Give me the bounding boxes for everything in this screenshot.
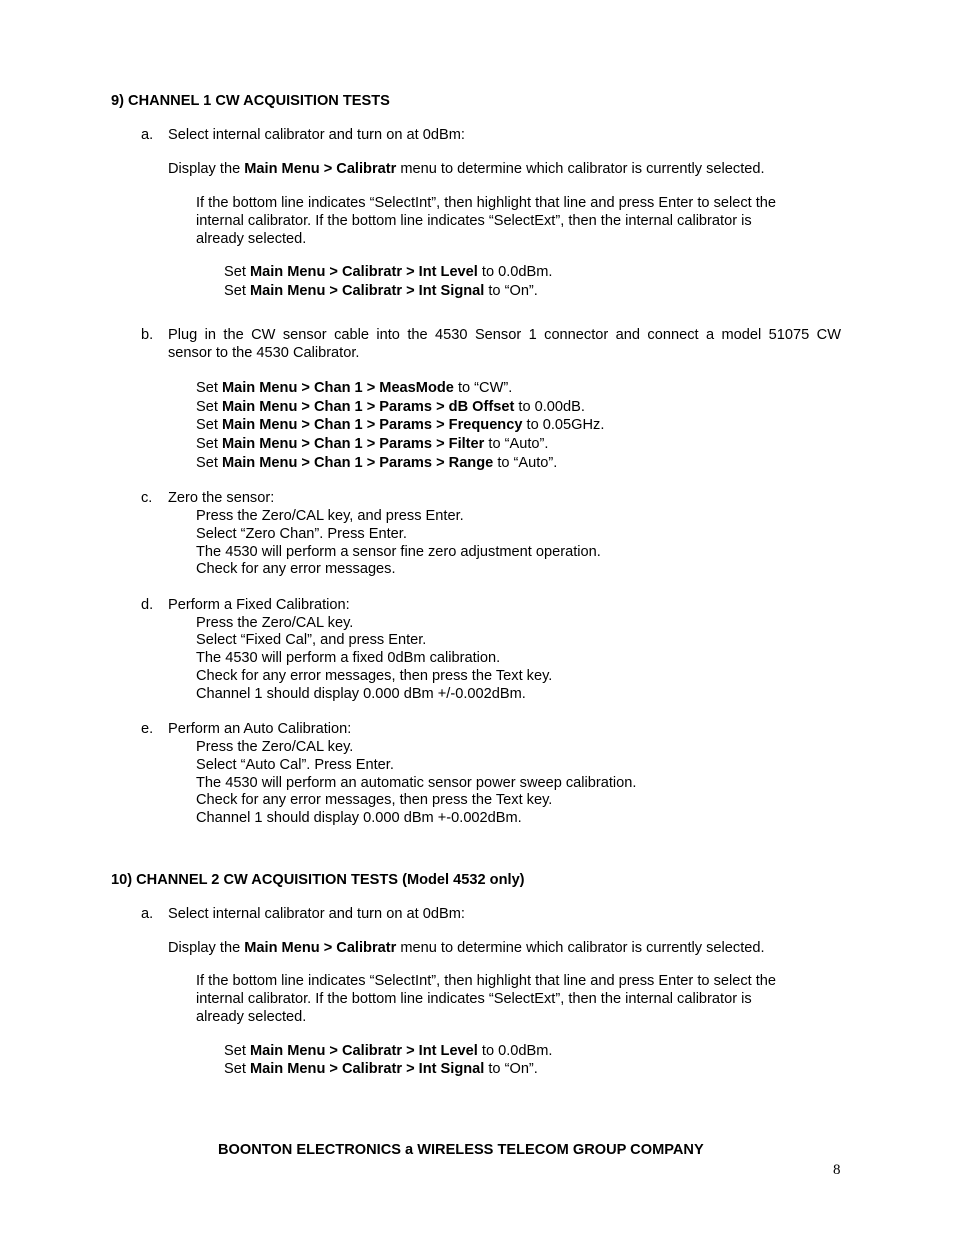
- step-detail: The 4530 will perform a fixed 0dBm calibration.: [196, 650, 501, 666]
- list-marker: d.: [141, 597, 154, 613]
- set-instruction: [224, 263, 553, 281]
- step-detail: Channel 1 should display 0.000 dBm +/-0.002dBm.: [196, 686, 526, 702]
- page-number: 8: [833, 1162, 841, 1178]
- paragraph-line: internal calibrator. If the bottom line indicates “SelectExt”, then the internal calibrator is: [196, 991, 752, 1007]
- display-instruction: [168, 160, 765, 178]
- section-10-heading: 10) CHANNEL 2 CW ACQUISITION TESTS (Model 4532 only): [111, 872, 525, 888]
- menu-path: Main Menu > Chan 1 > Params > dB Offset: [221, 399, 515, 415]
- set-instruction: [196, 435, 548, 453]
- paragraph-line: already selected.: [196, 1009, 307, 1025]
- text-run: to 0.0dBm.: [477, 264, 553, 280]
- set-instruction: [224, 1060, 538, 1078]
- text-run: Set: [224, 283, 250, 299]
- step-text: Perform an Auto Calibration:: [168, 721, 352, 737]
- text-run: Set: [196, 436, 222, 452]
- step-detail: Press the Zero/CAL key.: [196, 615, 354, 631]
- list-marker: e.: [141, 721, 154, 737]
- display-instruction: [168, 939, 765, 957]
- menu-path: Main Menu > Chan 1 > MeasMode: [221, 380, 454, 396]
- list-marker: a.: [141, 127, 154, 143]
- text-run: Display the: [168, 940, 245, 956]
- text-run: to “Auto”.: [493, 455, 558, 471]
- step-detail: Select “Fixed Cal”, and press Enter.: [196, 632, 427, 648]
- menu-path: Main Menu > Calibratr: [244, 161, 397, 177]
- step-detail: The 4530 will perform a sensor fine zero adjustment operation.: [196, 544, 601, 560]
- list-marker: a.: [141, 906, 154, 922]
- set-instruction: [196, 398, 585, 416]
- text-run: Set: [224, 1061, 250, 1077]
- paragraph-line: already selected.: [196, 231, 307, 247]
- text-run: Set: [224, 1043, 250, 1059]
- step-text: Plug in the CW sensor cable into the 4530 Sensor 1 connector and connect a model 51075 CW: [168, 327, 841, 343]
- text-run: Set: [196, 380, 222, 396]
- text-run: to “CW”.: [453, 380, 513, 396]
- list-marker: b.: [141, 327, 154, 343]
- step-text: Zero the sensor:: [168, 490, 275, 506]
- text-run: to 0.00dB.: [514, 399, 585, 415]
- menu-path: Main Menu > Calibratr > Int Signal: [249, 1061, 485, 1077]
- menu-path: Main Menu > Calibratr > Int Signal: [249, 283, 485, 299]
- paragraph-line: If the bottom line indicates “SelectInt”, then highlight that line and press Enter to select the: [196, 973, 777, 989]
- text-run: to “On”.: [484, 1061, 538, 1077]
- set-instruction: [224, 282, 538, 300]
- text-run: menu to determine which calibrator is currently selected.: [396, 940, 765, 956]
- set-instruction: [196, 416, 604, 434]
- list-marker: c.: [141, 490, 153, 506]
- paragraph-line: internal calibrator. If the bottom line indicates “SelectExt”, then the internal calibrator is: [196, 213, 752, 229]
- set-instruction: [196, 379, 512, 397]
- menu-path: Main Menu > Calibratr > Int Level: [249, 264, 478, 280]
- step-text: sensor to the 4530 Calibrator.: [168, 345, 360, 361]
- step-detail: Press the Zero/CAL key, and press Enter.: [196, 508, 464, 524]
- step-detail: Select “Zero Chan”. Press Enter.: [196, 526, 407, 542]
- text-run: Set: [196, 399, 222, 415]
- step-text: Select internal calibrator and turn on at 0dBm:: [168, 127, 465, 143]
- menu-path: Main Menu > Chan 1 > Params > Frequency: [221, 417, 523, 433]
- text-run: menu to determine which calibrator is currently selected.: [396, 161, 765, 177]
- text-run: to “Auto”.: [484, 436, 549, 452]
- step-text: Select internal calibrator and turn on at 0dBm:: [168, 906, 465, 922]
- text-run: Set: [196, 455, 222, 471]
- text-run: to “On”.: [484, 283, 538, 299]
- set-instruction: [224, 1042, 553, 1060]
- step-detail: Check for any error messages.: [196, 561, 396, 577]
- step-detail: Select “Auto Cal”. Press Enter.: [196, 757, 394, 773]
- menu-path: Main Menu > Calibratr: [244, 940, 397, 956]
- menu-path: Main Menu > Calibratr > Int Level: [249, 1043, 478, 1059]
- text-run: Set: [224, 264, 250, 280]
- set-instruction: [196, 454, 557, 472]
- step-detail: The 4530 will perform an automatic sensor power sweep calibration.: [196, 775, 637, 791]
- menu-path: Main Menu > Chan 1 > Params > Filter: [221, 436, 485, 452]
- text-run: to 0.0dBm.: [477, 1043, 553, 1059]
- menu-path: Main Menu > Chan 1 > Params > Range: [221, 455, 494, 471]
- step-detail: Press the Zero/CAL key.: [196, 739, 354, 755]
- step-text: Perform a Fixed Calibration:: [168, 597, 350, 613]
- step-detail: Channel 1 should display 0.000 dBm +-0.002dBm.: [196, 810, 522, 826]
- footer-company: BOONTON ELECTRONICS a WIRELESS TELECOM GROUP COMPANY: [218, 1142, 704, 1158]
- section-9-heading: 9) CHANNEL 1 CW ACQUISITION TESTS: [111, 93, 390, 109]
- text-run: Set: [196, 417, 222, 433]
- step-detail: Check for any error messages, then press the Text key.: [196, 792, 553, 808]
- text-run: to 0.05GHz.: [522, 417, 605, 433]
- paragraph-line: If the bottom line indicates “SelectInt”, then highlight that line and press Enter to select the: [196, 195, 777, 211]
- text-run: Display the: [168, 161, 245, 177]
- step-detail: Check for any error messages, then press the Text key.: [196, 668, 553, 684]
